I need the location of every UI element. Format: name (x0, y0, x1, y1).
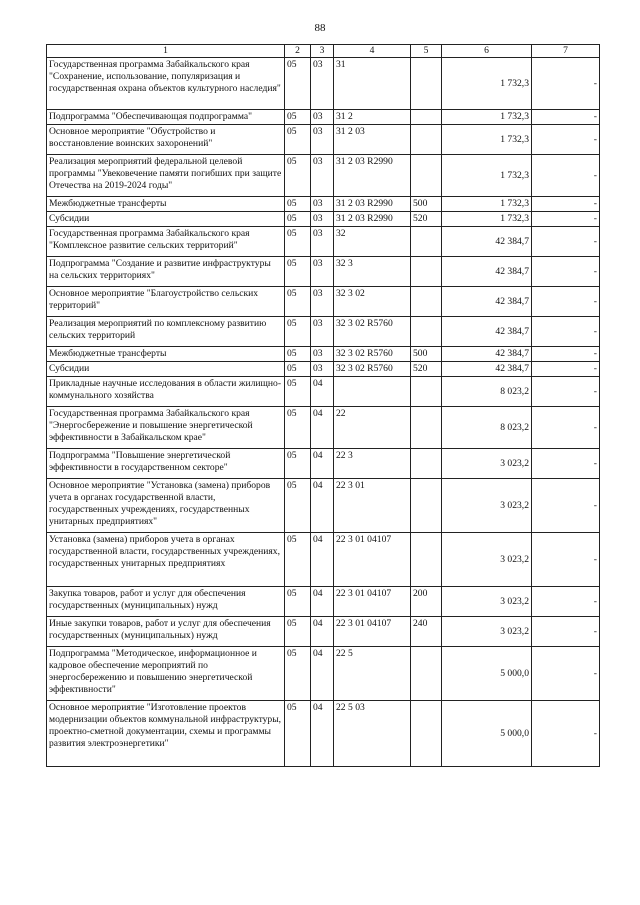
column-7-value: - (532, 58, 600, 110)
amount: 42 384,7 (442, 257, 532, 287)
column-7-value: - (532, 110, 600, 125)
table-row (47, 701, 600, 767)
table-row (47, 257, 600, 287)
section-code: 05 (285, 479, 311, 533)
target-article-code: 22 3 01 04107 (334, 533, 411, 587)
subsection-code: 04 (311, 449, 334, 479)
target-article-code: 31 2 (334, 110, 411, 125)
section-code: 05 (285, 449, 311, 479)
row-name: Реализация мероприятий по комплексному развитию сельских территорий (47, 317, 285, 347)
table-row (47, 449, 600, 479)
table-row (47, 617, 600, 647)
expense-type-code (411, 407, 442, 449)
amount: 42 384,7 (442, 347, 532, 362)
column-header: 4 (334, 45, 411, 58)
row-name: Основное мероприятие "Обустройство и восстановление воинских захоронений" (47, 125, 285, 155)
column-7-value: - (532, 533, 600, 587)
target-article-code: 32 (334, 227, 411, 257)
column-7-value: - (532, 227, 600, 257)
table-row (47, 287, 600, 317)
target-article-code: 22 5 03 (334, 701, 411, 767)
subsection-code: 03 (311, 155, 334, 197)
expense-type-code (411, 701, 442, 767)
expense-type-code: 520 (411, 362, 442, 377)
amount: 1 732,3 (442, 212, 532, 227)
section-code: 05 (285, 587, 311, 617)
target-article-code: 32 3 02 R5760 (334, 317, 411, 347)
section-code: 05 (285, 407, 311, 449)
column-header: 6 (442, 45, 532, 58)
target-article-code: 31 2 03 R2990 (334, 155, 411, 197)
table-header-row (47, 45, 600, 58)
expense-type-code: 520 (411, 212, 442, 227)
row-name: Государственная программа Забайкальского края "Энергосбережение и повышение энергетической эффективности в Забайкальском крае" (47, 407, 285, 449)
target-article-code: 32 3 (334, 257, 411, 287)
target-article-code: 31 2 03 R2990 (334, 212, 411, 227)
expense-type-code (411, 449, 442, 479)
amount: 5 000,0 (442, 647, 532, 701)
target-article-code: 22 3 01 04107 (334, 617, 411, 647)
column-header: 3 (311, 45, 334, 58)
subsection-code: 04 (311, 701, 334, 767)
section-code: 05 (285, 701, 311, 767)
section-code: 05 (285, 617, 311, 647)
amount: 3 023,2 (442, 587, 532, 617)
table-row (47, 227, 600, 257)
subsection-code: 03 (311, 125, 334, 155)
amount: 42 384,7 (442, 317, 532, 347)
expense-type-code (411, 317, 442, 347)
amount: 3 023,2 (442, 617, 532, 647)
target-article-code: 31 2 03 (334, 125, 411, 155)
budget-table (46, 44, 600, 767)
amount: 8 023,2 (442, 377, 532, 407)
target-article-code: 32 3 02 R5760 (334, 347, 411, 362)
amount: 8 023,2 (442, 407, 532, 449)
table-row (47, 377, 600, 407)
expense-type-code: 240 (411, 617, 442, 647)
row-name: Государственная программа Забайкальского края "Комплексное развитие сельских территорий" (47, 227, 285, 257)
expense-type-code (411, 125, 442, 155)
column-7-value: - (532, 701, 600, 767)
column-header: 2 (285, 45, 311, 58)
subsection-code: 04 (311, 407, 334, 449)
column-header: 5 (411, 45, 442, 58)
expense-type-code (411, 479, 442, 533)
expense-type-code: 200 (411, 587, 442, 617)
section-code: 05 (285, 533, 311, 587)
row-name: Реализация мероприятий федеральной целевой программы "Увековечение памяти погибших при защите Отечества на 2019-2024 годы" (47, 155, 285, 197)
table-row (47, 533, 600, 587)
row-name: Государственная программа Забайкальского края "Сохранение, использование, популяризация и государственная охрана объектов культурного наследия" (47, 58, 285, 110)
table-row (47, 197, 600, 212)
section-code: 05 (285, 347, 311, 362)
table-row (47, 479, 600, 533)
subsection-code: 03 (311, 287, 334, 317)
table-row (47, 362, 600, 377)
expense-type-code: 500 (411, 197, 442, 212)
target-article-code: 32 3 02 R5760 (334, 362, 411, 377)
section-code: 05 (285, 377, 311, 407)
table-row (47, 407, 600, 449)
target-article-code: 22 (334, 407, 411, 449)
table-row (47, 587, 600, 617)
row-name: Подпрограмма "Обеспечивающая подпрограмма" (47, 110, 285, 125)
amount: 1 732,3 (442, 155, 532, 197)
table-row (47, 58, 600, 110)
amount: 1 732,3 (442, 125, 532, 155)
row-name: Подпрограмма "Создание и развитие инфраструктуры на сельских территориях" (47, 257, 285, 287)
subsection-code: 04 (311, 533, 334, 587)
subsection-code: 04 (311, 479, 334, 533)
column-7-value: - (532, 407, 600, 449)
column-7-value: - (532, 362, 600, 377)
subsection-code: 04 (311, 587, 334, 617)
column-7-value: - (532, 347, 600, 362)
row-name: Подпрограмма "Методическое, информационное и кадровое обеспечение мероприятий по энергосбережению и повышению энергетической эффективности" (47, 647, 285, 701)
column-7-value: - (532, 587, 600, 617)
subsection-code: 03 (311, 347, 334, 362)
section-code: 05 (285, 317, 311, 347)
table-row (47, 155, 600, 197)
section-code: 05 (285, 125, 311, 155)
subsection-code: 03 (311, 227, 334, 257)
section-code: 05 (285, 287, 311, 317)
expense-type-code (411, 110, 442, 125)
subsection-code: 03 (311, 362, 334, 377)
table-row (47, 647, 600, 701)
subsection-code: 03 (311, 110, 334, 125)
amount: 42 384,7 (442, 227, 532, 257)
amount: 5 000,0 (442, 701, 532, 767)
table-row (47, 110, 600, 125)
target-article-code: 32 3 02 (334, 287, 411, 317)
column-7-value: - (532, 317, 600, 347)
target-article-code: 31 2 03 R2990 (334, 197, 411, 212)
subsection-code: 04 (311, 617, 334, 647)
amount: 3 023,2 (442, 479, 532, 533)
expense-type-code (411, 287, 442, 317)
expense-type-code (411, 155, 442, 197)
row-name: Межбюджетные трансферты (47, 347, 285, 362)
expense-type-code (411, 377, 442, 407)
section-code: 05 (285, 257, 311, 287)
section-code: 05 (285, 362, 311, 377)
row-name: Закупка товаров, работ и услуг для обеспечения государственных (муниципальных) нужд (47, 587, 285, 617)
target-article-code: 22 5 (334, 647, 411, 701)
section-code: 05 (285, 647, 311, 701)
subsection-code: 04 (311, 647, 334, 701)
column-header: 7 (532, 45, 600, 58)
row-name: Межбюджетные трансферты (47, 197, 285, 212)
column-7-value: - (532, 257, 600, 287)
subsection-code: 03 (311, 317, 334, 347)
column-7-value: - (532, 377, 600, 407)
row-name: Субсидии (47, 212, 285, 227)
table-row (47, 212, 600, 227)
column-7-value: - (532, 647, 600, 701)
table-row (47, 347, 600, 362)
column-7-value: - (532, 125, 600, 155)
target-article-code (334, 377, 411, 407)
row-name: Прикладные научные исследования в области жилищно-коммунального хозяйства (47, 377, 285, 407)
subsection-code: 03 (311, 58, 334, 110)
column-7-value: - (532, 449, 600, 479)
table-row (47, 125, 600, 155)
expense-type-code (411, 533, 442, 587)
column-header: 1 (47, 45, 285, 58)
section-code: 05 (285, 227, 311, 257)
subsection-code: 03 (311, 257, 334, 287)
row-name: Субсидии (47, 362, 285, 377)
column-7-value: - (532, 197, 600, 212)
table-row (47, 317, 600, 347)
amount: 1 732,3 (442, 58, 532, 110)
amount: 3 023,2 (442, 533, 532, 587)
row-name: Основное мероприятие "Изготовление проектов модернизации объектов коммунальной инфраструктуры, проектно-сметной документации, схемы и программы развития электроэнергетики" (47, 701, 285, 767)
amount: 1 732,3 (442, 197, 532, 212)
amount: 42 384,7 (442, 362, 532, 377)
target-article-code: 22 3 01 04107 (334, 587, 411, 617)
section-code: 05 (285, 212, 311, 227)
column-7-value: - (532, 617, 600, 647)
row-name: Основное мероприятие "Установка (замена) приборов учета в органах государственной власти, государственных учреждениях, государственных унитарных предприятиях" (47, 479, 285, 533)
amount: 1 732,3 (442, 110, 532, 125)
expense-type-code (411, 227, 442, 257)
expense-type-code (411, 58, 442, 110)
amount: 42 384,7 (442, 287, 532, 317)
target-article-code: 22 3 (334, 449, 411, 479)
row-name: Подпрограмма "Повышение энергетической эффективности в государственном секторе" (47, 449, 285, 479)
column-7-value: - (532, 212, 600, 227)
target-article-code: 31 (334, 58, 411, 110)
subsection-code: 03 (311, 212, 334, 227)
column-7-value: - (532, 287, 600, 317)
section-code: 05 (285, 58, 311, 110)
amount: 3 023,2 (442, 449, 532, 479)
target-article-code: 22 3 01 (334, 479, 411, 533)
row-name: Иные закупки товаров, работ и услуг для обеспечения государственных (муниципальных) нужд (47, 617, 285, 647)
section-code: 05 (285, 197, 311, 212)
column-7-value: - (532, 155, 600, 197)
section-code: 05 (285, 155, 311, 197)
row-name: Установка (замена) приборов учета в органах государственной власти, государственных учреждениях, государственных унитарных предприятиях (47, 533, 285, 587)
subsection-code: 03 (311, 197, 334, 212)
expense-type-code (411, 647, 442, 701)
page-number: 88 (314, 22, 326, 34)
row-name: Основное мероприятие "Благоустройство сельских территорий" (47, 287, 285, 317)
subsection-code: 04 (311, 377, 334, 407)
column-7-value: - (532, 479, 600, 533)
section-code: 05 (285, 110, 311, 125)
expense-type-code (411, 257, 442, 287)
expense-type-code: 500 (411, 347, 442, 362)
